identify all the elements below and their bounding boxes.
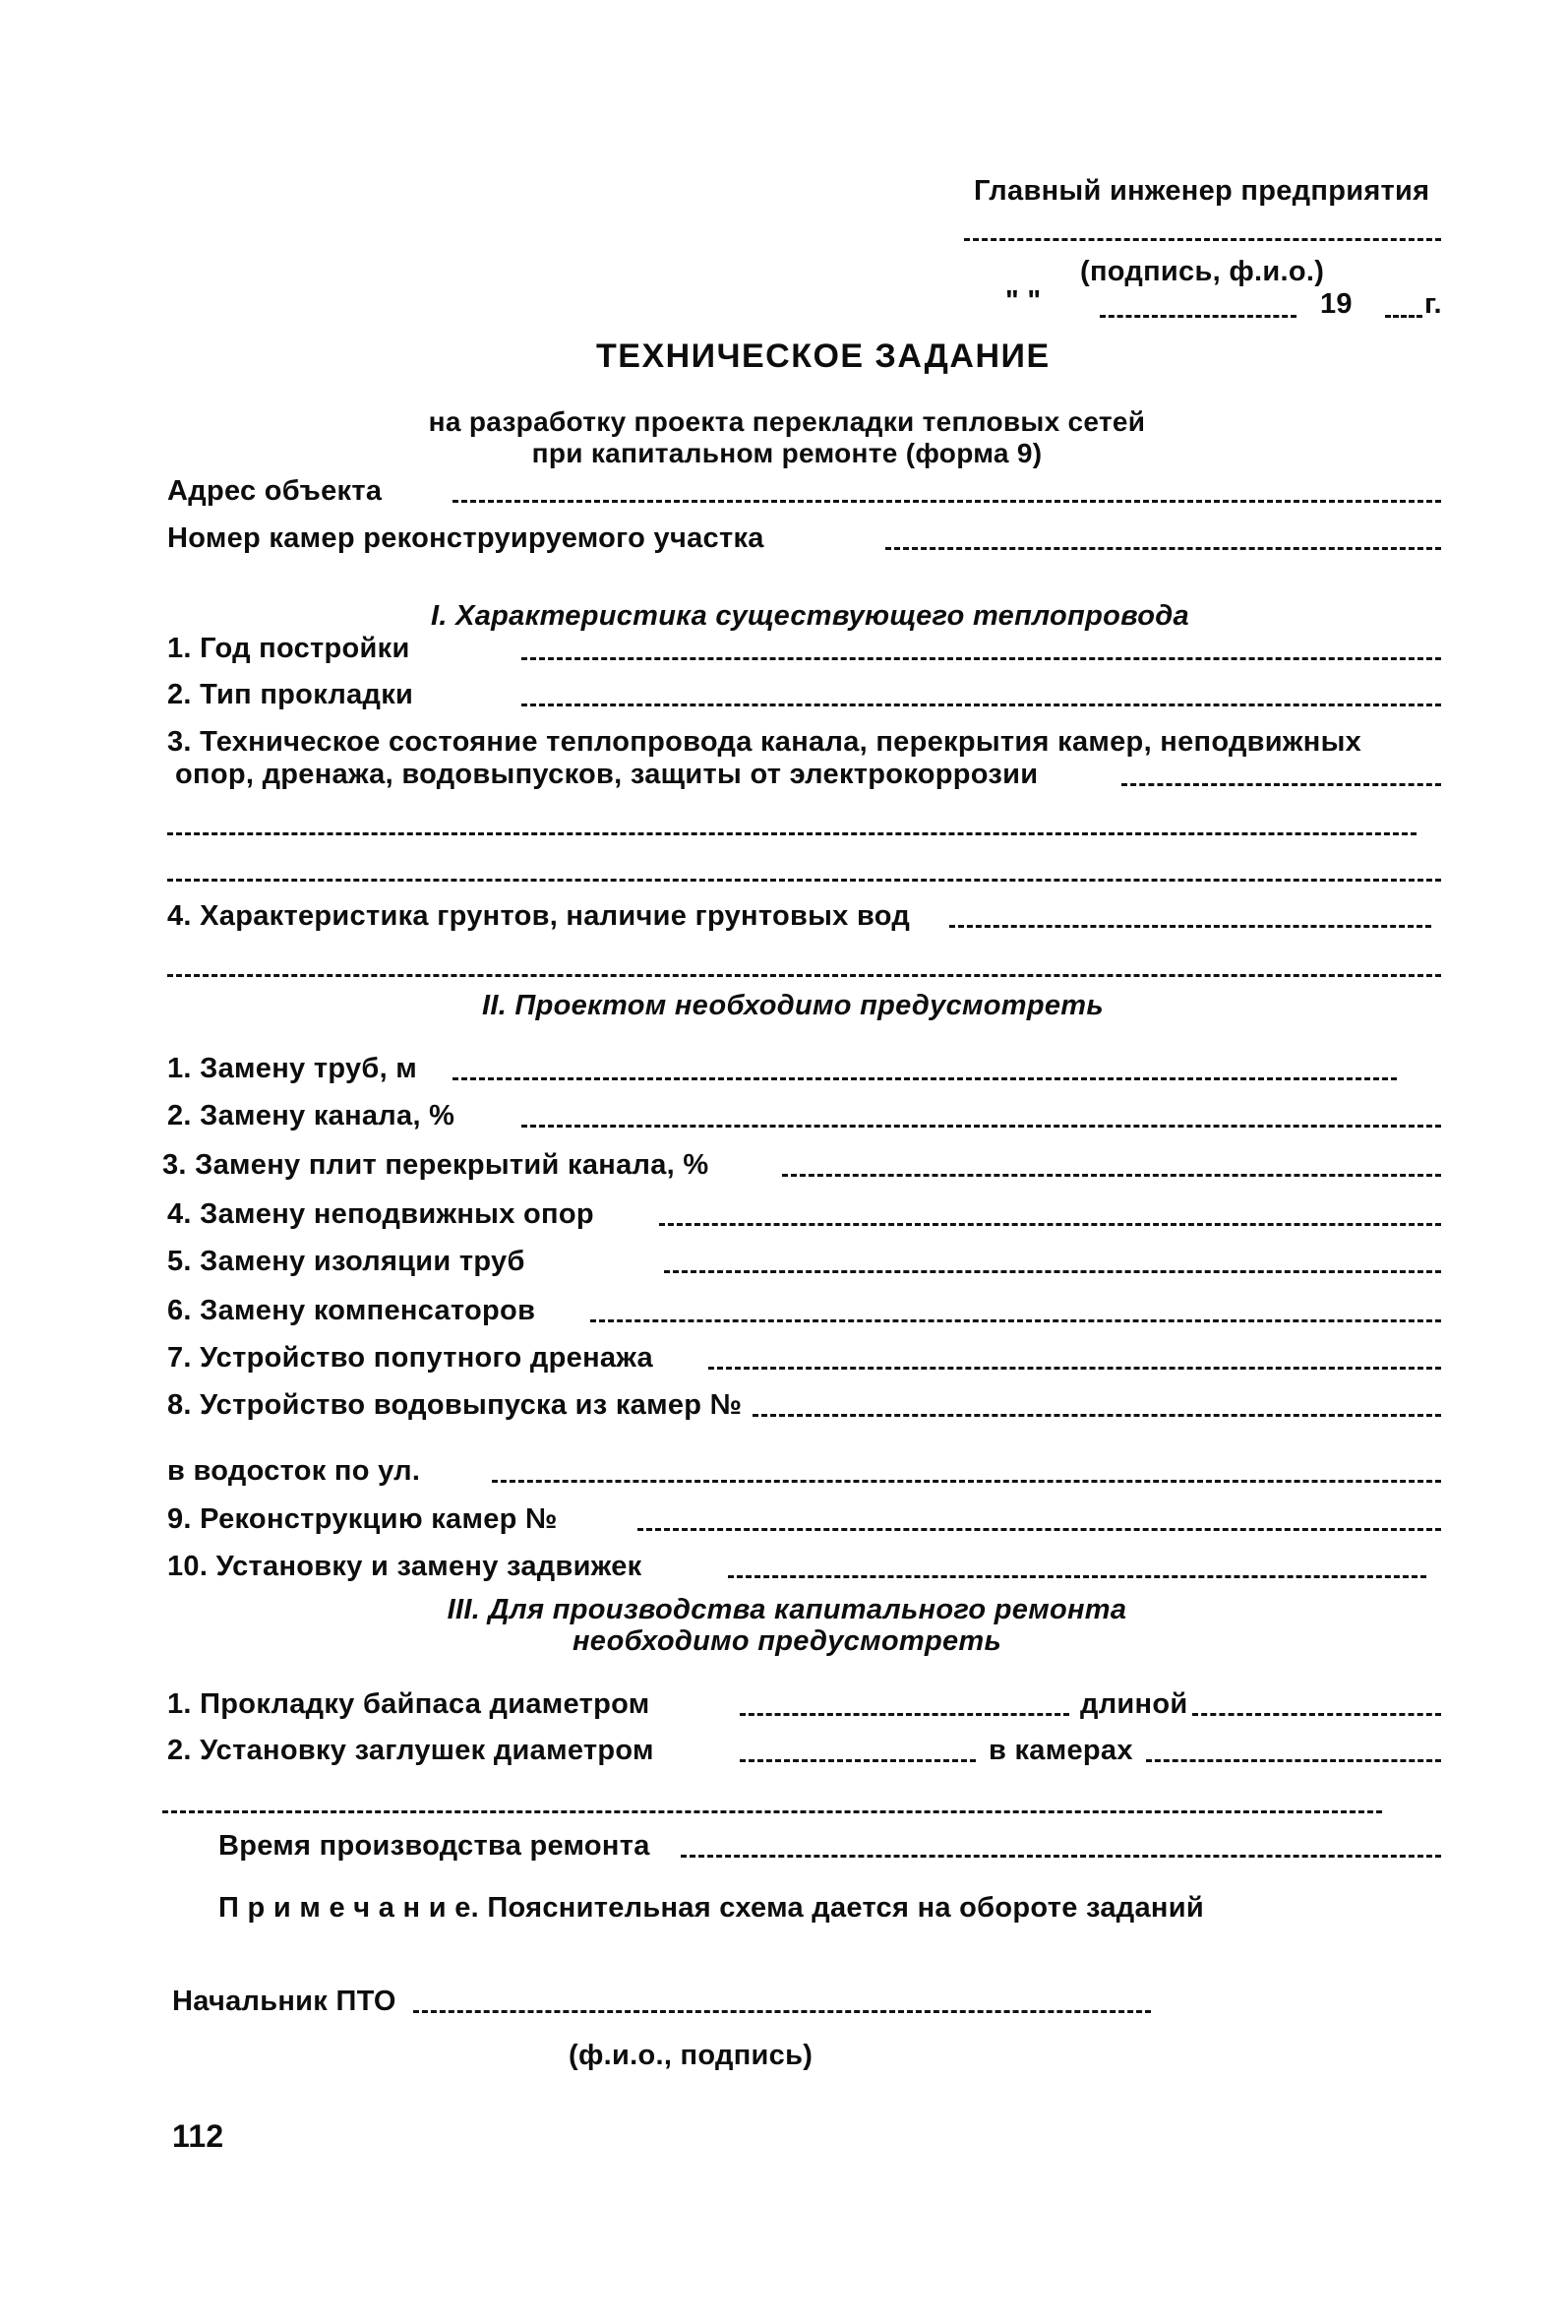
section1-item3-line1: 3. Техническое состояние теплопровода канала, перекрытия камер, неподвижных: [167, 726, 1362, 758]
section2-item5-line[interactable]: [664, 1270, 1441, 1273]
section3-item1-length-label: длиной: [1080, 1688, 1188, 1720]
date-day-month-line: [1100, 315, 1297, 318]
section2-item1: 1. Замену труб, м: [167, 1053, 418, 1084]
date-g: г.: [1424, 288, 1442, 320]
repair-time-label: Время производства ремонта: [218, 1830, 650, 1862]
section2-item10-line[interactable]: [728, 1575, 1426, 1578]
section2-item8-street: в водосток по ул.: [167, 1455, 421, 1487]
address-label: Адрес объекта: [167, 475, 383, 507]
chambers-line[interactable]: [885, 547, 1441, 550]
section1-item2: 2. Тип прокладки: [167, 679, 414, 710]
section3-item1: 1. Прокладку байпаса диаметром: [167, 1688, 650, 1720]
section3-item2-chambers-line[interactable]: [1146, 1759, 1441, 1762]
approver-signature-line: [964, 238, 1441, 241]
section2-item2: 2. Замену канала, %: [167, 1100, 455, 1131]
section1-blank-line3[interactable]: [167, 974, 1441, 977]
section3-heading-line1: III. Для производства капитального ремонта: [447, 1594, 1127, 1625]
section2-item10: 10. Установку и замену задвижек: [167, 1551, 642, 1582]
section1-item1: 1. Год постройки: [167, 633, 410, 664]
date-year: 19: [1320, 288, 1353, 320]
section3-heading-line2: необходимо предусмотреть: [572, 1625, 1002, 1657]
section3-item2-diameter-line[interactable]: [740, 1759, 976, 1762]
section2-item6: 6. Замену компенсаторов: [167, 1295, 536, 1326]
section2-item5: 5. Замену изоляции труб: [167, 1246, 525, 1277]
pto-head-label: Начальник ПТО: [172, 1986, 396, 2017]
section1-heading: I. Характеристика существующего теплопровода: [431, 600, 1189, 632]
section2-item9: 9. Реконструкцию камер №: [167, 1503, 558, 1535]
section1-item4-line[interactable]: [949, 925, 1431, 928]
section3-item1-diameter-line[interactable]: [740, 1713, 1069, 1716]
section1-blank-line2[interactable]: [167, 879, 1441, 882]
section1-item3-line2: опор, дренажа, водовыпусков, защиты от электрокоррозии: [175, 759, 1039, 790]
section3-item2: 2. Установку заглушек диаметром: [167, 1735, 654, 1766]
section2-item7: 7. Устройство попутного дренажа: [167, 1342, 653, 1374]
pto-caption: (ф.и.о., подпись): [569, 2040, 814, 2071]
chambers-label: Номер камер реконструируемого участка: [167, 522, 764, 554]
page-title: ТЕХНИЧЕСКОЕ ЗАДАНИЕ: [596, 337, 1051, 375]
section3-blank-line[interactable]: [162, 1810, 1382, 1813]
section2-item3-line[interactable]: [782, 1174, 1441, 1177]
section2-item9-line[interactable]: [637, 1528, 1441, 1531]
section2-heading: II. Проектом необходимо предусмотреть: [482, 990, 1104, 1021]
subtitle-line1: на разработку проекта перекладки тепловых сетей: [428, 406, 1146, 437]
section2-item3: 3. Замену плит перекрытий канала, %: [162, 1149, 709, 1181]
section1-item1-line[interactable]: [521, 657, 1441, 660]
section2-item1-line[interactable]: [452, 1077, 1397, 1080]
approver-title: Главный инженер предприятия: [974, 175, 1430, 207]
subtitle-line2: при капитальном ремонте (форма 9): [531, 438, 1043, 468]
section2-item8: 8. Устройство водовыпуска из камер №: [167, 1389, 743, 1421]
section2-item2-line[interactable]: [521, 1125, 1441, 1128]
section2-item8-line[interactable]: [753, 1414, 1441, 1417]
signature-caption: (подпись, ф.и.о.): [1080, 256, 1325, 287]
section3-item2-chambers-label: в камерах: [989, 1735, 1133, 1766]
section2-item4: 4. Замену неподвижных опор: [167, 1198, 594, 1230]
section1-blank-line1[interactable]: [167, 832, 1417, 835]
address-line[interactable]: [452, 500, 1441, 503]
pto-head-line[interactable]: [413, 2010, 1151, 2013]
date-quotes: " ": [1005, 285, 1042, 317]
date-year-line: [1385, 315, 1422, 318]
section2-item8-street-line[interactable]: [492, 1480, 1441, 1483]
section2-item6-line[interactable]: [590, 1319, 1441, 1322]
repair-time-line[interactable]: [681, 1855, 1441, 1858]
section3-item1-length-line[interactable]: [1192, 1713, 1441, 1716]
section2-item7-line[interactable]: [708, 1367, 1441, 1370]
section1-item2-line[interactable]: [521, 703, 1441, 706]
note-text: П р и м е ч а н и е. Пояснительная схема дается на обороте заданий: [218, 1892, 1204, 1924]
page-number: 112: [172, 2118, 224, 2154]
section1-item3-line[interactable]: [1121, 783, 1441, 786]
section2-item4-line[interactable]: [659, 1223, 1441, 1226]
section1-item4: 4. Характеристика грунтов, наличие грунтовых вод: [167, 900, 911, 932]
